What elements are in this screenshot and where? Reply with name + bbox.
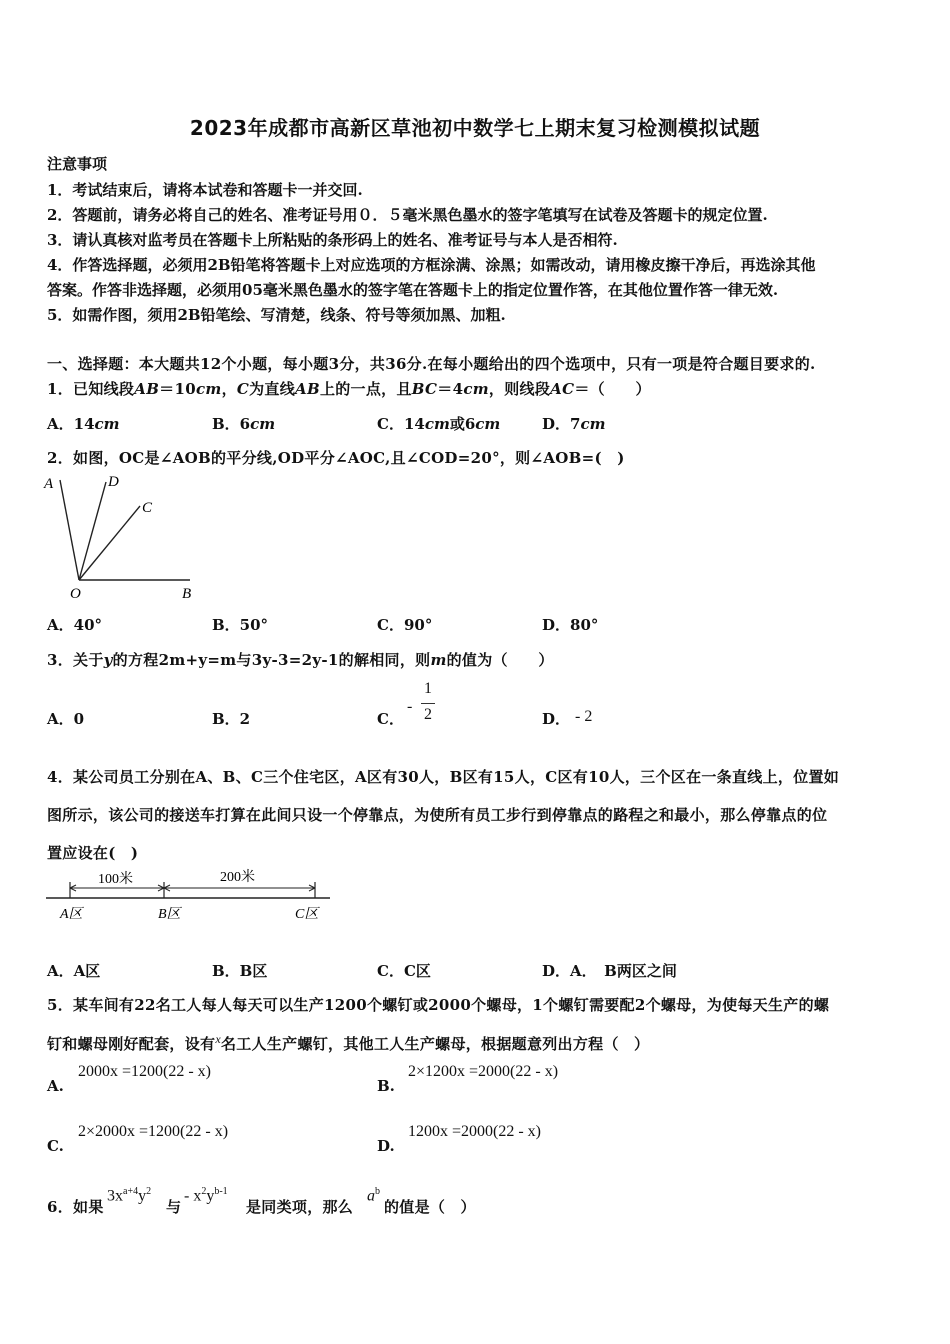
q3-c-sign: - xyxy=(407,698,413,715)
zone-line-figure xyxy=(40,866,340,926)
note-item: 4．作答选择题，必须用2B铅笔将答题卡上对应选项的方框涂满、涂黑；如需改动，请用橡皮擦干净后，再选涂其他 xyxy=(47,256,816,274)
q2-option-c: C．90° xyxy=(377,616,433,634)
q6-power: $a^b$ xyxy=(367,1186,380,1205)
q5-option-b: B. xyxy=(377,1077,395,1095)
q3-c-denominator: 2 xyxy=(424,706,432,723)
q2-option-d: D．80° xyxy=(542,616,599,634)
ray-oc xyxy=(79,506,140,580)
q5-option-d: D. xyxy=(377,1137,395,1155)
zone-a-label: A区 xyxy=(60,907,83,922)
question-6-lead: 6．如果 xyxy=(47,1198,104,1216)
q1-option-a: A．14cm xyxy=(47,415,120,433)
q5-b-equation: 2×1200x =2000(22 - x) xyxy=(408,1063,559,1080)
note-item: 2．答题前，请务必将自己的姓名、准考证号用０．５毫米黑色墨水的签字笔填写在试卷及答题卡的规定位置. xyxy=(47,206,768,224)
q5-a-equation: 2000x =1200(22 - x) xyxy=(78,1063,212,1080)
question-4-line: 图所示，该公司的接送车打算在此间只设一个停靠点，为使所有员工步行到停靠点的路程之和最小，那么停靠点的位 xyxy=(47,806,828,824)
distance-ab: 100米 xyxy=(98,872,133,887)
note-item: 5．如需作图，须用2B铅笔绘、写清楚，线条、符号等须加黑、加粗. xyxy=(47,306,506,324)
q4-option-a: A．A区 xyxy=(47,962,101,980)
angle-figure xyxy=(40,470,210,605)
zone-b-label: B区 xyxy=(158,907,181,922)
q5-option-a: A. xyxy=(47,1077,64,1095)
q1-option-d: D．7cm xyxy=(542,415,606,433)
q1-option-b: B．6cm xyxy=(212,415,276,433)
q4-option-c: C．C区 xyxy=(377,962,431,980)
q3-d-value: - 2 xyxy=(575,708,593,725)
question-1-stem: 1．已知线段AB＝10cm，C为直线AB上的一点，且BC＝4cm，则线段AC＝（ ） xyxy=(47,380,651,398)
q6-term-2: - $x^2y^{b-1}$ xyxy=(184,1186,228,1205)
label-d: D xyxy=(108,474,119,490)
distance-bc: 200米 xyxy=(220,870,255,885)
q5-d-equation: 1200x =2000(22 - x) xyxy=(408,1123,542,1140)
question-5-line: 钉和螺母刚好配套，设有$^x$名工人生产螺钉，其他工人生产螺母，根据题意列出方程（ ） xyxy=(47,1032,650,1053)
section-heading: 一、选择题：本大题共12个小题，每小题3分，共36分.在每小题给出的四个选项中，只有一项是符合题目要求的. xyxy=(47,355,816,373)
question-6-and: 与 xyxy=(166,1198,182,1216)
q3-c-fraction-bar xyxy=(421,703,435,704)
q4-option-d: D．A． B两区之间 xyxy=(542,962,677,980)
label-o: O xyxy=(70,586,81,602)
q1-option-c: C．14cm或6cm xyxy=(377,415,501,433)
zone-c-label: C区 xyxy=(295,907,319,922)
question-2-stem: 2．如图，OC是∠AOB的平分线,OD平分∠AOC,且∠COD=20°，则∠AOB=( ) xyxy=(47,449,625,467)
q3-option-a: A．0 xyxy=(47,710,85,728)
q2-option-a: A．40° xyxy=(47,616,103,634)
q6-term-1: $3x^{a+4}y^2$ xyxy=(107,1186,152,1205)
question-4-line: 置应设在( ) xyxy=(47,844,139,862)
question-6-middle: 是同类项，那么 xyxy=(246,1198,354,1216)
ray-oa xyxy=(60,480,79,580)
q2-option-b: B．50° xyxy=(212,616,269,634)
q3-option-d: D． xyxy=(542,710,571,728)
q5-c-equation: 2×2000x =1200(22 - x) xyxy=(78,1123,229,1140)
label-b: B xyxy=(182,586,192,602)
question-4-line: 4．某公司员工分别在A、B、C三个住宅区，A区有30人，B区有15人，C区有10人，三个区在一条直线上，位置如 xyxy=(47,768,840,786)
question-5-line: 5．某车间有22名工人每人每天可以生产1200个螺钉或2000个螺母，1个螺钉需要配2个螺母，为使每天生产的螺 xyxy=(47,996,830,1014)
notes-heading: 注意事项 xyxy=(47,155,108,173)
ray-od xyxy=(79,482,106,580)
question-3-stem: 3．关于y的方程2m+y=m与3y-3=2y-1的解相同，则m的值为（ ） xyxy=(47,651,554,669)
question-6-tail: 的值是（ ） xyxy=(384,1198,476,1216)
note-item: 3．请认真核对监考员在答题卡上所粘贴的条形码上的姓名、准考证号与本人是否相符. xyxy=(47,231,618,249)
q4-option-b: B．B区 xyxy=(212,962,268,980)
page-title: 2023年成都市高新区草池初中数学七上期末复习检测模拟试题 xyxy=(189,116,761,140)
note-item: 1．考试结束后，请将本试卷和答题卡一并交回. xyxy=(47,181,363,199)
label-a: A xyxy=(44,476,54,492)
q3-option-b: B．2 xyxy=(212,710,251,728)
q3-c-numerator: 1 xyxy=(424,680,432,697)
label-c: C xyxy=(142,500,153,516)
q3-option-c: C． xyxy=(377,710,404,728)
q5-option-c: C. xyxy=(47,1137,64,1155)
note-item: 答案。作答非选择题，必须用05毫米黑色墨水的签字笔在答题卡上的指定位置作答，在其他位置作答一律无效. xyxy=(47,281,779,299)
